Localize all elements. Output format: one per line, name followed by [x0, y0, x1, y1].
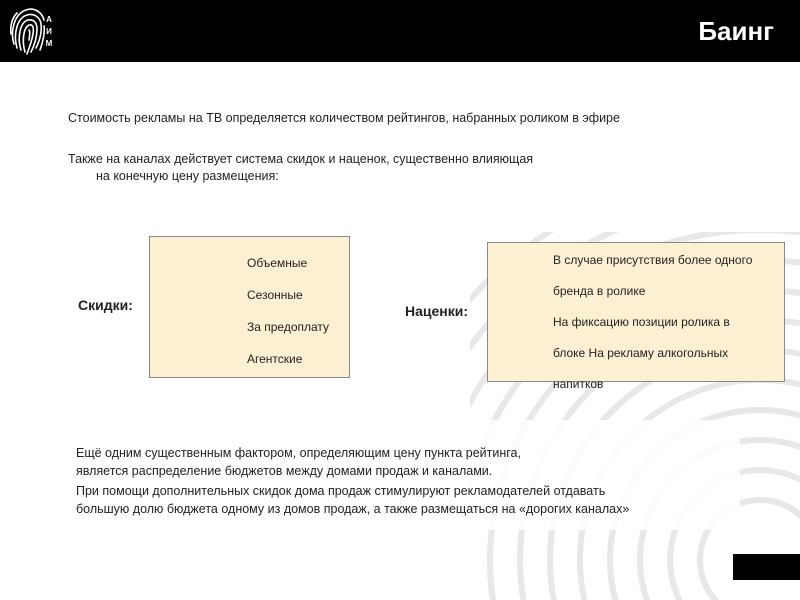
discounts-box	[149, 236, 350, 378]
logo-letter: А	[46, 15, 52, 24]
header-bar	[0, 0, 800, 62]
bottom-paragraph-discounts	[76, 482, 716, 518]
intro-line-indented: на конечную цену размещения:	[96, 169, 279, 183]
markups-list	[553, 245, 781, 400]
paragraph-line: является распределение бюджетов между домами продаж и каналами.	[76, 464, 493, 478]
list-item: бренда в ролике	[553, 284, 646, 298]
logo-letters	[44, 14, 54, 50]
paragraph-line: большую долю бюджета одному из домов продаж, а также размещаться на «дорогих каналах»	[76, 502, 630, 516]
markups-box	[487, 242, 785, 391]
list-item: Объемные	[247, 256, 308, 270]
list-item: напитков	[553, 377, 604, 391]
paragraph-line: Ещё одним существенным фактором, определяющим цену пункта рейтинга,	[76, 446, 521, 460]
footer-corner-block	[733, 554, 800, 580]
markups-label: Наценки:	[405, 303, 469, 319]
list-item: На фиксацию позиции ролика в	[553, 315, 730, 329]
logo-letter: М	[45, 39, 53, 48]
page-title: Баинг	[698, 16, 774, 46]
list-item: В случае присутствия более одного	[553, 253, 753, 267]
discounts-list	[247, 247, 329, 375]
intro-text-cost: Стоимость рекламы на ТВ определяется количеством рейтингов, набранных роликом в эфире	[68, 111, 620, 125]
paragraph-line: При помощи дополнительных скидок дома продаж стимулируют рекламодателей отдавать	[76, 484, 606, 498]
bottom-paragraph-budget	[76, 444, 676, 480]
list-item: Сезонные	[247, 288, 303, 302]
intro-text-system	[68, 151, 628, 185]
list-item: Агентские	[247, 352, 303, 366]
intro-line: Также на каналах действует система скидок и наценок, существенно влияющая	[68, 152, 534, 166]
list-item: блоке На рекламу алкогольных	[553, 346, 729, 360]
logo-letter: И	[46, 27, 52, 36]
discounts-label: Скидки:	[78, 297, 133, 313]
list-item: За предоплату	[247, 320, 330, 334]
